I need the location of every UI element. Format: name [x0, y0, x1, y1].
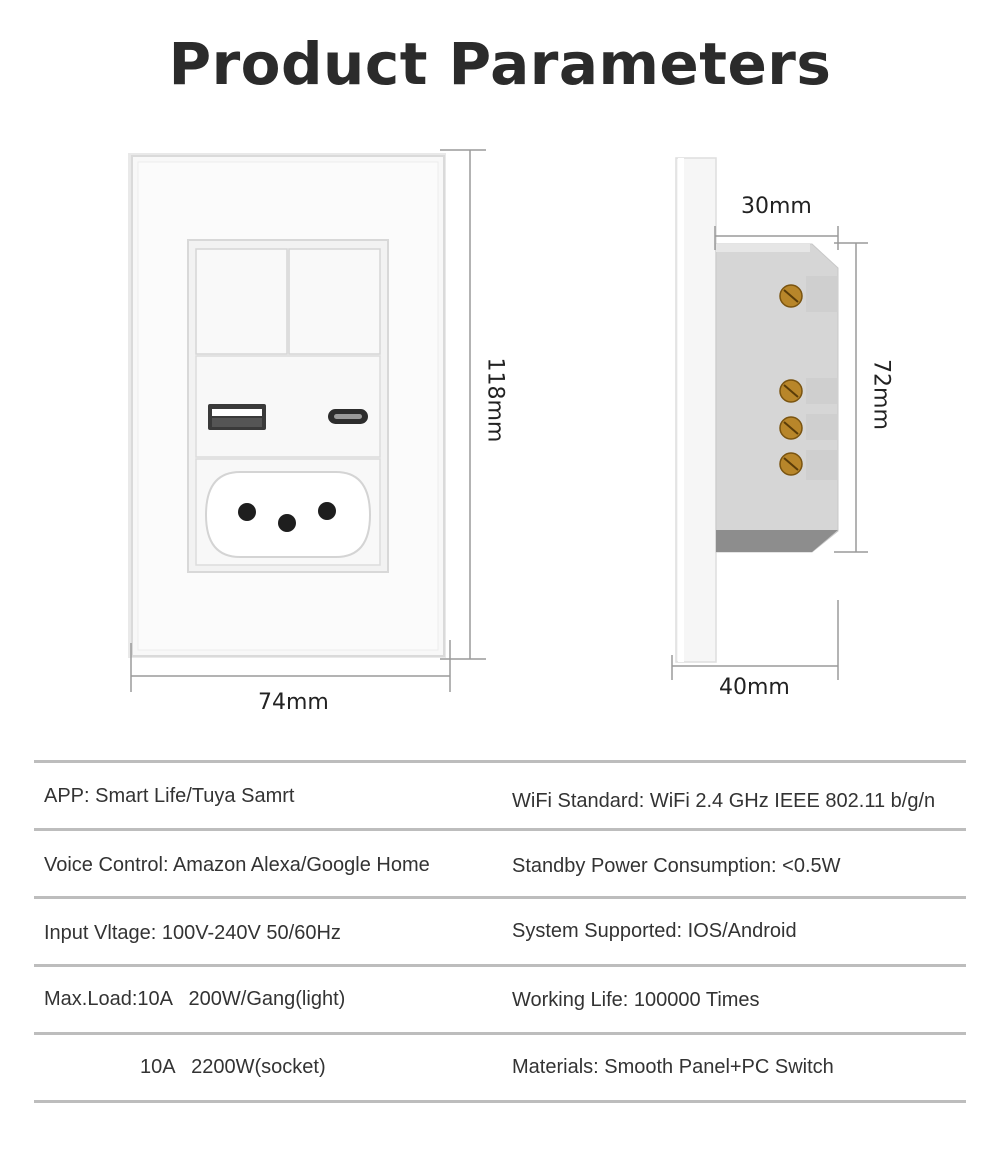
page-title: Product Parameters	[168, 30, 832, 98]
spec-input-voltage: Input Vltage: 100V-240V 50/60Hz	[44, 922, 341, 944]
side-view	[672, 158, 868, 680]
total-depth-label: 40mm	[719, 675, 790, 700]
spec-voice-control: Voice Control: Amazon Alexa/Google Home	[44, 854, 430, 876]
spec-system-supported: System Supported: IOS/Android	[512, 920, 797, 942]
table-divider	[34, 964, 966, 967]
spec-materials: Materials: Smooth Panel+PC Switch	[512, 1056, 834, 1078]
spec-max-load-socket: 10A 2200W(socket)	[140, 1056, 326, 1078]
spec-max-load-light: Max.Load:10A 200W/Gang(light)	[44, 988, 346, 1010]
usb-a-port-icon	[208, 404, 266, 430]
table-divider	[34, 1032, 966, 1035]
spec-working-life: Working Life: 100000 Times	[512, 989, 760, 1011]
height-dimension-label: 118mm	[482, 357, 508, 443]
front-view	[128, 150, 486, 692]
socket-outlet-icon	[206, 472, 370, 557]
table-divider	[34, 760, 966, 763]
table-divider	[34, 1100, 966, 1103]
switch-button-right	[289, 249, 380, 354]
spec-wifi-standard: WiFi Standard: WiFi 2.4 GHz IEEE 802.11 b/g/n	[512, 790, 936, 812]
width-dimension-label: 74mm	[258, 690, 329, 715]
table-divider	[34, 896, 966, 899]
body-depth-label: 30mm	[741, 194, 812, 219]
body-height-label: 72mm	[868, 359, 894, 430]
switch-button-left	[196, 249, 287, 354]
table-divider	[34, 828, 966, 831]
spec-standby-power: Standby Power Consumption: <0.5W	[512, 855, 841, 877]
spec-app: APP: Smart Life/Tuya Samrt	[44, 785, 295, 807]
usb-c-port-icon	[328, 409, 368, 424]
